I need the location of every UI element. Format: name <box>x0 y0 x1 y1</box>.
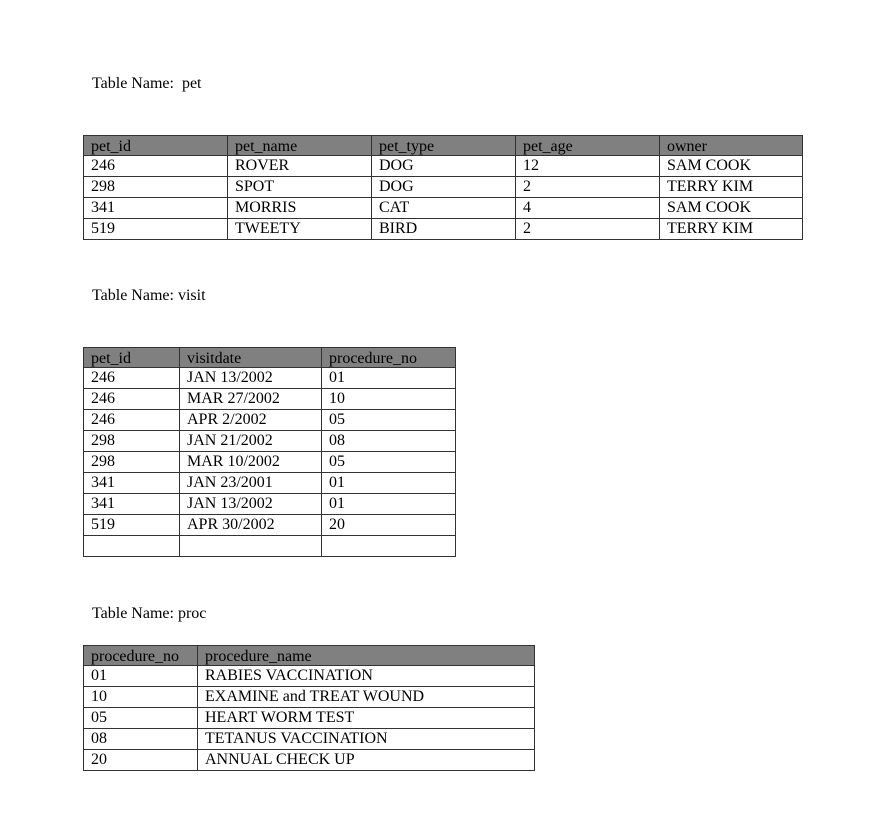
visit-table-cell: JAN 21/2002 <box>180 431 322 452</box>
pet-table <box>83 135 803 240</box>
visit-table-cell: 246 <box>84 368 180 389</box>
visit-table <box>83 347 456 557</box>
pet-table-caption: Table Name: pet <box>92 75 202 92</box>
visit-table-cell: 519 <box>84 515 180 536</box>
pet-table-cell: SAM COOK <box>660 198 803 219</box>
visit-table-row <box>84 368 456 389</box>
visit-table-cell: MAR 10/2002 <box>180 452 322 473</box>
visit-table-cell: 298 <box>84 452 180 473</box>
visit-table-row <box>84 431 456 452</box>
visit-table-cell: APR 30/2002 <box>180 515 322 536</box>
proc-table-cell: ANNUAL CHECK UP <box>198 750 535 771</box>
visit-table-cell: JAN 23/2001 <box>180 473 322 494</box>
visit-table-cell <box>180 536 322 557</box>
proc-table-row <box>84 666 535 687</box>
pet-table-row <box>84 219 803 240</box>
proc-table-cell: 05 <box>84 708 198 729</box>
visit-table-cell: 341 <box>84 473 180 494</box>
proc-table-cell: EXAMINE and TREAT WOUND <box>198 687 535 708</box>
pet-table-cell: ROVER <box>228 156 372 177</box>
proc-table-row <box>84 729 535 750</box>
visit-table-cell: JAN 13/2002 <box>180 368 322 389</box>
pet-table-cell: 341 <box>84 198 228 219</box>
visit-table-cell: 05 <box>322 452 456 473</box>
visit-table-caption: Table Name: visit <box>92 287 206 304</box>
visit-table-cell: 246 <box>84 389 180 410</box>
visit-table-cell: 341 <box>84 494 180 515</box>
visit-table-cell: 05 <box>322 410 456 431</box>
pet-table-row <box>84 156 803 177</box>
pet-table-cell: TERRY KIM <box>660 219 803 240</box>
visit-table-cell: 01 <box>322 494 456 515</box>
proc-column-header: procedure_no <box>84 646 198 666</box>
pet-table-cell: SPOT <box>228 177 372 198</box>
visit-table-cell: 01 <box>322 473 456 494</box>
pet-table-cell: SAM COOK <box>660 156 803 177</box>
proc-table-cell: 20 <box>84 750 198 771</box>
proc-table-cell: TETANUS VACCINATION <box>198 729 535 750</box>
visit-column-header: pet_id <box>84 348 180 368</box>
visit-column-header: visitdate <box>180 348 322 368</box>
pet-column-header: pet_name <box>228 136 372 156</box>
pet-table-cell: CAT <box>372 198 516 219</box>
visit-table-cell <box>322 536 456 557</box>
visit-table-cell: 298 <box>84 431 180 452</box>
proc-table-cell: RABIES VACCINATION <box>198 666 535 687</box>
visit-table-cell: 01 <box>322 368 456 389</box>
pet-table-cell: 12 <box>516 156 660 177</box>
visit-table-cell: 20 <box>322 515 456 536</box>
pet-column-header: pet_type <box>372 136 516 156</box>
visit-table-cell: JAN 13/2002 <box>180 494 322 515</box>
proc-column-header: procedure_name <box>198 646 535 666</box>
pet-table-cell: 2 <box>516 177 660 198</box>
visit-table-cell <box>84 536 180 557</box>
visit-table-cell: MAR 27/2002 <box>180 389 322 410</box>
proc-table-caption: Table Name: proc <box>92 605 207 622</box>
pet-table-cell: BIRD <box>372 219 516 240</box>
visit-table-row <box>84 473 456 494</box>
pet-table-row <box>84 177 803 198</box>
visit-table-header-row <box>84 348 456 368</box>
visit-table-cell: 10 <box>322 389 456 410</box>
pet-table-cell: 298 <box>84 177 228 198</box>
pet-table-cell: 4 <box>516 198 660 219</box>
visit-table-row <box>84 410 456 431</box>
pet-column-header: owner <box>660 136 803 156</box>
visit-table-row <box>84 452 456 473</box>
pet-table-cell: TERRY KIM <box>660 177 803 198</box>
visit-table-row <box>84 494 456 515</box>
proc-table-row <box>84 687 535 708</box>
visit-table-row <box>84 536 456 557</box>
pet-table-cell: DOG <box>372 156 516 177</box>
pet-table-cell: 519 <box>84 219 228 240</box>
proc-table-row <box>84 708 535 729</box>
pet-table-row <box>84 198 803 219</box>
proc-table-cell: 10 <box>84 687 198 708</box>
visit-column-header: procedure_no <box>322 348 456 368</box>
proc-table-header-row <box>84 646 535 666</box>
pet-table-cell: 2 <box>516 219 660 240</box>
pet-table-cell: 246 <box>84 156 228 177</box>
pet-table-header-row <box>84 136 803 156</box>
proc-table-cell: HEART WORM TEST <box>198 708 535 729</box>
visit-table-cell: 08 <box>322 431 456 452</box>
pet-column-header: pet_id <box>84 136 228 156</box>
proc-table-cell: 08 <box>84 729 198 750</box>
proc-table-cell: 01 <box>84 666 198 687</box>
proc-table-row <box>84 750 535 771</box>
visit-table-row <box>84 515 456 536</box>
pet-table-cell: DOG <box>372 177 516 198</box>
proc-table <box>83 645 535 771</box>
pet-column-header: pet_age <box>516 136 660 156</box>
visit-table-cell: 246 <box>84 410 180 431</box>
pet-table-cell: TWEETY <box>228 219 372 240</box>
pet-table-cell: MORRIS <box>228 198 372 219</box>
visit-table-cell: APR 2/2002 <box>180 410 322 431</box>
visit-table-row <box>84 389 456 410</box>
